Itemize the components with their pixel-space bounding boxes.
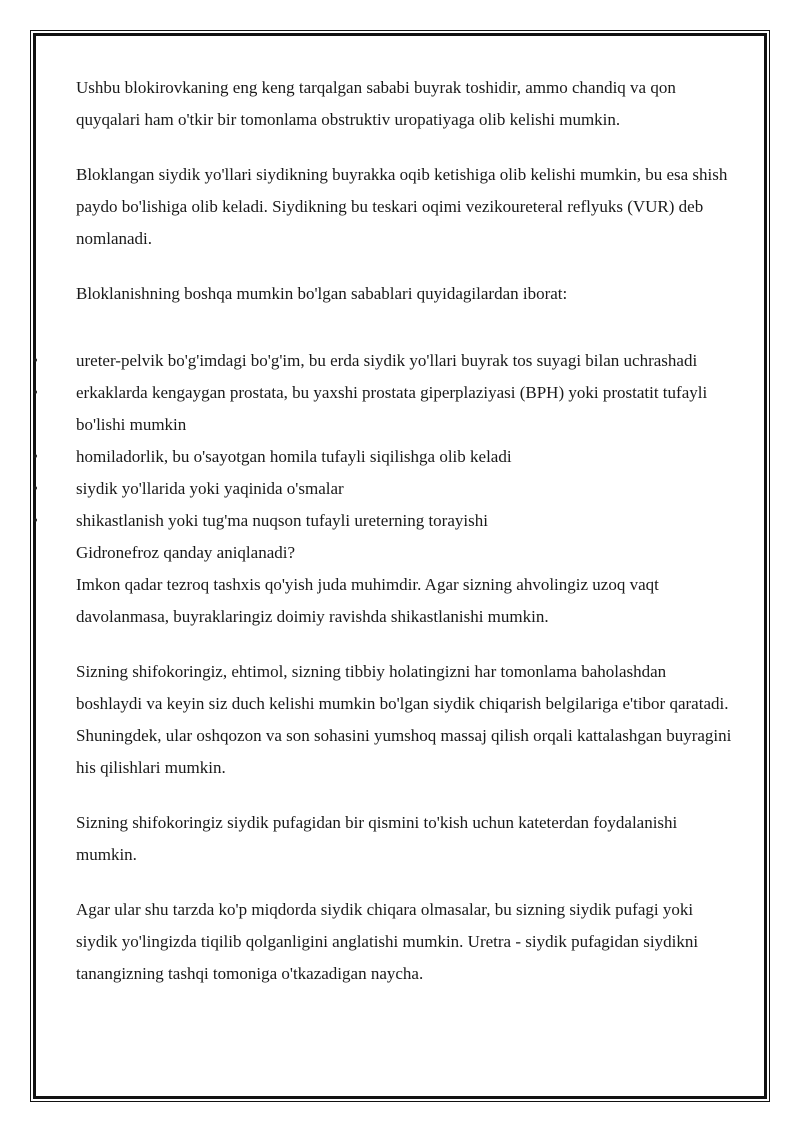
list-item	[32, 505, 736, 537]
paragraph: Sizning shifokoringiz siydik pufagidan bir qismini to'kish uchun kateterdan foydalanishi mumkin.	[76, 813, 678, 864]
list-item	[32, 441, 736, 473]
paragraph: Bloklanishning boshqa mumkin bo'lgan sabablari quyidagilardan iborat:	[76, 284, 568, 303]
bullet-icon: •	[32, 383, 38, 402]
list-item-text: homiladorlik, bu o'sayotgan homila tufayli siqilishga olib keladi	[76, 447, 512, 466]
paragraph: Ushbu blokirovkaning eng keng tarqalgan sababi buyrak toshidir, ammo chandiq va qon quyqalari ham o'tkir bir tomonlama obstruktiv uropatiyaga olib kelishi mumkin.	[76, 78, 676, 129]
list-item	[32, 377, 736, 441]
paragraph: Imkon qadar tezroq tashxis qo'yish juda muhimdir. Agar sizning ahvolingiz uzoq vaqt davolanmasa, buyraklaringiz doimiy ravishda shikastlanishi mumkin.	[76, 575, 659, 626]
list-item-text: shikastlanish yoki tug'ma nuqson tufayli ureterning torayishi	[76, 511, 488, 530]
document-body	[32, 72, 736, 1013]
bullet-icon: •	[32, 447, 38, 466]
paragraph: Sizning shifokoringiz, ehtimol, sizning tibbiy holatingizni har tomonlama baholashdan boshlaydi va keyin siz duch kelishi mumkin bo'lgan siydik chiqarish belgilariga e'tibor qaratadi. Shuningdek, ular oshqozon va son sohasini yumshoq massaj qilish orqali kattalashgan buyragini his qilishlari mumkin.	[76, 662, 732, 777]
list-item-text: erkaklarda kengaygan prostata, bu yaxshi prostata giperplaziyasi (BPH) yoki prostatit tufayli bo'lishi mumkin	[76, 383, 708, 434]
list-item-text: ureter-pelvik bo'g'imdagi bo'g'im, bu erda siydik yo'llari buyrak tos suyagi bilan uchrashadi	[76, 351, 698, 370]
paragraph: Agar ular shu tarzda ko'p miqdorda siydik chiqara olmasalar, bu sizning siydik pufagi yoki siydik yo'lingizda tiqilib qolganligini anglatishi mumkin. Uretra - siydik pufagidan siydikni tanangizning tashqi tomoniga o'tkazadigan naycha.	[76, 900, 699, 983]
bullet-icon: •	[32, 511, 38, 530]
list-item	[32, 345, 736, 377]
bullet-icon: •	[32, 351, 38, 370]
list-item	[32, 473, 736, 505]
section-heading: Gidronefroz qanday aniqlanadi?	[76, 543, 296, 562]
bullet-list	[32, 345, 736, 537]
paragraph: Bloklangan siydik yo'llari siydikning buyrakka oqib ketishiga olib kelishi mumkin, bu esa shish paydo bo'lishiga olib keladi. Siydikning bu teskari oqimi vezikoureteral reflyuks (VUR) deb nomlanadi.	[76, 165, 728, 248]
list-item-text: siydik yo'llarida yoki yaqinida o'smalar	[76, 479, 344, 498]
bullet-icon: •	[32, 479, 38, 498]
